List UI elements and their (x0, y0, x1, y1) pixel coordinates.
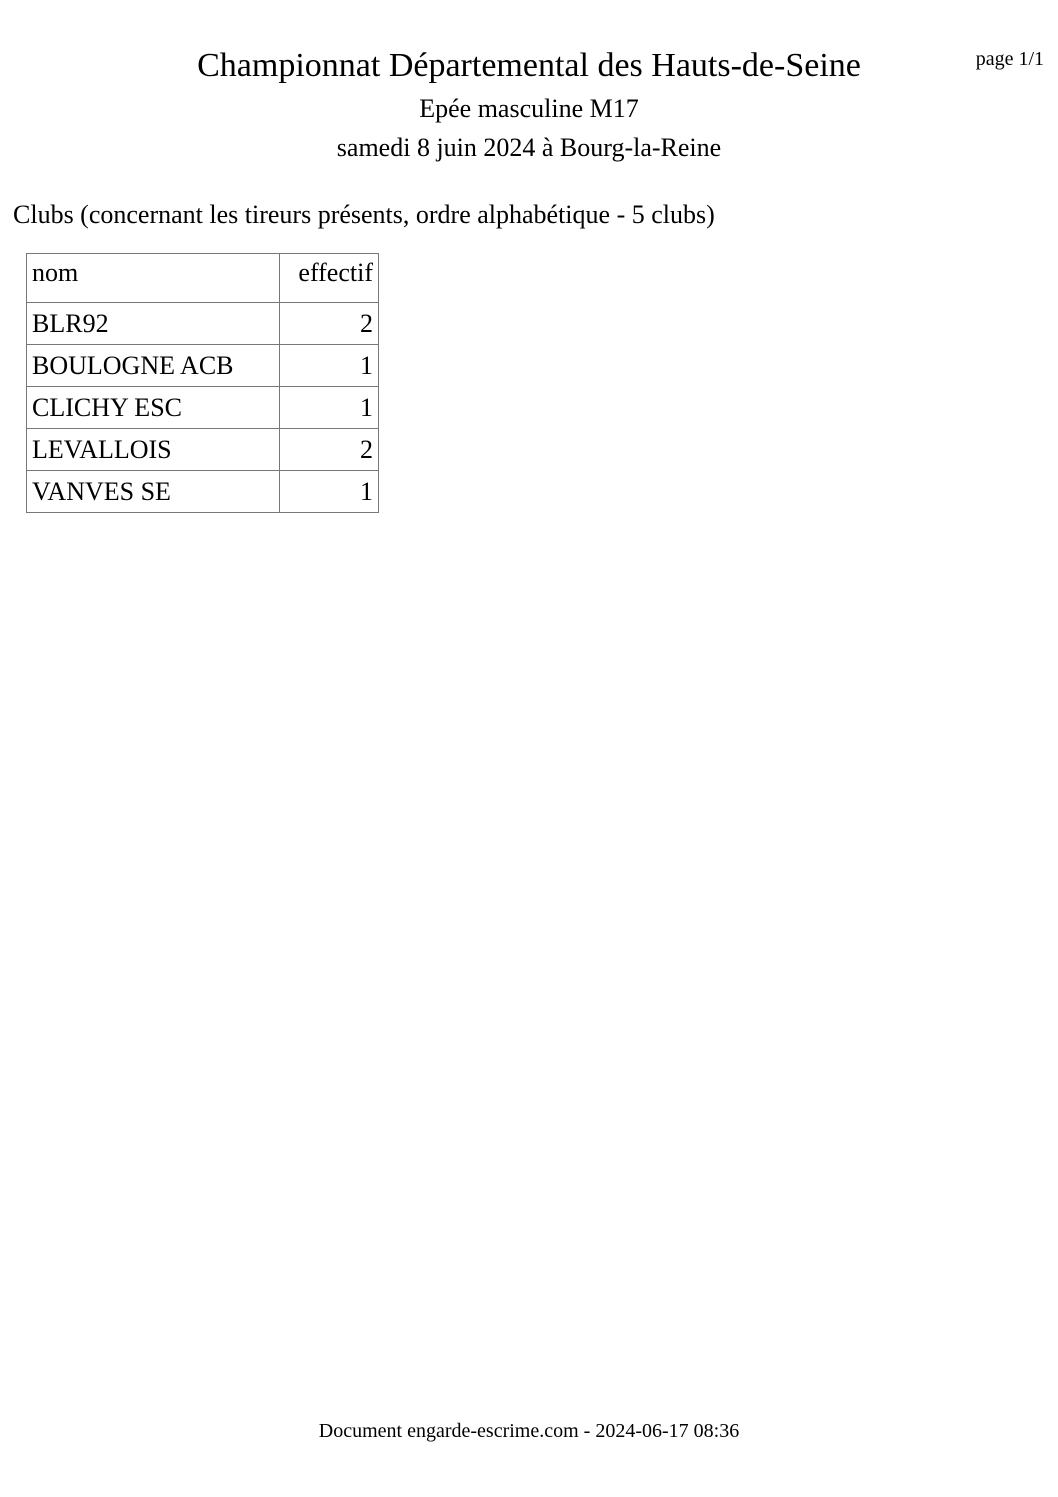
club-name-cell: CLICHY ESC (27, 387, 280, 429)
table-row (27, 345, 379, 387)
club-name-cell: BOULOGNE ACB (27, 345, 280, 387)
club-name-cell: VANVES SE (27, 471, 280, 513)
club-count-cell: 1 (280, 471, 379, 513)
club-count-cell: 1 (280, 387, 379, 429)
club-count-cell: 1 (280, 345, 379, 387)
document-title: Championnat Départemental des Hauts-de-Seine (197, 47, 861, 84)
club-name-cell: LEVALLOIS (27, 429, 280, 471)
column-header-name: nom (27, 254, 280, 303)
table-row (27, 303, 379, 345)
club-name-cell: BLR92 (27, 303, 280, 345)
event-date-location: samedi 8 juin 2024 à Bourg-la-Reine (336, 133, 722, 162)
table-row (27, 471, 379, 513)
section-heading: Clubs (concernant les tireurs présents, ordre alphabétique - 5 clubs) (13, 200, 715, 229)
club-count-cell: 2 (280, 429, 379, 471)
document-footer: Document engarde-escrime.com - 2024-06-17 08:36 (318, 1420, 740, 1442)
event-subtitle: Epée masculine M17 (419, 94, 639, 123)
table-header-row (27, 254, 379, 303)
table-row (27, 429, 379, 471)
clubs-table (26, 253, 379, 513)
table-row (27, 387, 379, 429)
column-header-count: effectif (280, 254, 379, 303)
club-count-cell: 2 (280, 303, 379, 345)
page-number: page 1/1 (975, 48, 1044, 70)
